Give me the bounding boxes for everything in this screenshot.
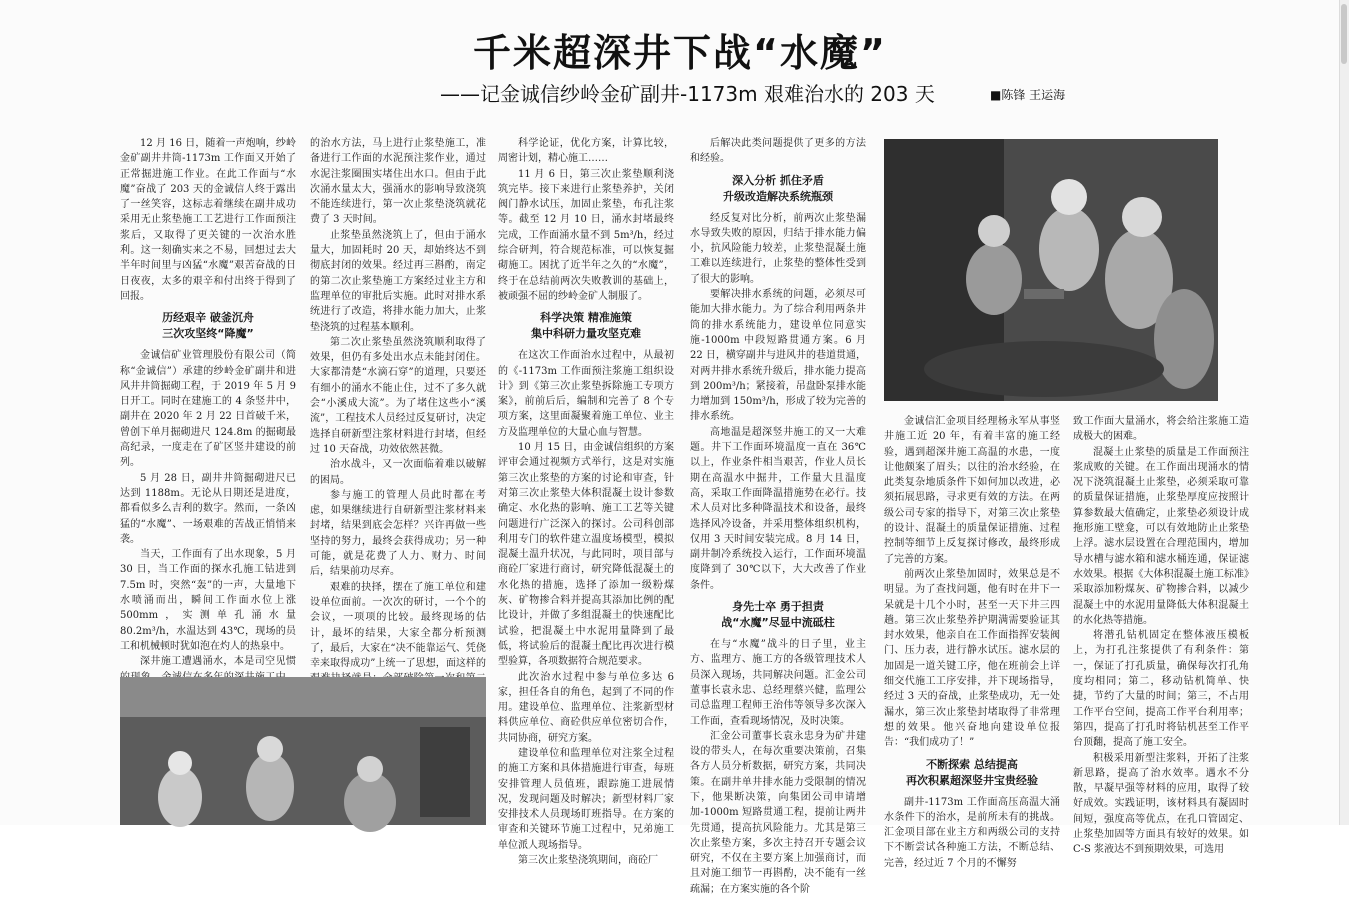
shaft-illustration xyxy=(120,677,486,825)
section-heading xyxy=(120,310,296,342)
shaft-construction-photo xyxy=(120,677,486,825)
paragraph: 11 月 6 日，第三次止浆垫顺利浇筑完毕。接下来进行止浆垫养护，关闭阀门静水试压，加固止浆垫，布孔注浆等。截至 12 月 10 日，涌水封堵最终完成，工作面涌水量不到 5m³/h，经过综合研判，符合规范标准，可以恢复掘砌施工。困扰了近半年之久的“水魔”，终于在总结前两次失败教训的基础上，被顽强不屈的纱岭金矿人制服了。 xyxy=(498,168,674,302)
paragraph: 深井施工遭遇涌水，本是司空见惯 xyxy=(140,656,296,668)
paragraph: 将潜孔钻机固定在整体液压模板上，为打孔注浆提供了有利条件：第一，保证了打孔质量，确保每次打孔角度均相同；第二，移动钻机简单、快捷，节约了大量的时间；第三，不占用工作平台空间，提高工作平台利用率；第四，提高了打孔时将钻机甚至工作平台顶翻，提高了施工安全。 xyxy=(1073,630,1249,749)
section-heading-line: 科学决策 精准施策 xyxy=(540,311,632,325)
section-heading xyxy=(690,173,866,205)
mine-workers-photo xyxy=(884,139,1218,401)
paragraph: 参与施工的管理人员此时都在考虑，如果继续进行自研新型注浆材料来封堵，结果到底会怎样？兴许再做一些坚持的努力，最终会获得成功；另一种可能，就是花费了人力、财力、时间后，结果前功尽弃。 xyxy=(310,489,486,578)
paragraph: 副井-1173m 工作面高压高温大涌水条件下的治水，是前所未有的挑战。汇金项目部在业主方和两级公司的支持下不断尝试各种施工方法，不断总结、完善，经过近 7 个月的不懈努 xyxy=(884,796,1060,869)
vertical-scrollbar[interactable] xyxy=(1339,0,1349,825)
section-heading-line: 再次积累超深竖井宝贵经验 xyxy=(906,773,1038,787)
paragraph: 第二次止浆垫虽然浇筑顺利取得了效果，但仍有多处出水点未能封闭住。大家都清楚“水滴石穿”的道理，只要还有细小的涌水不能止住，过不了多久就会“小溪成大流”。为了堵住这些小“溪流”，工程技术人员经过反复研讨，决定选择自研新型注浆材料进行封堵，但经过 10 天奋战，功效依然甚微。 xyxy=(310,336,486,455)
paragraph: 第三次止浆垫浇筑期间，商砼厂 xyxy=(518,855,658,867)
section-heading-line: 不断探索 总结提高 xyxy=(926,757,1018,771)
section-heading-line: 三次攻坚终“降魔” xyxy=(162,327,254,341)
paragraph: 艰难的抉择，摆在了施工单位和建设单位面前。一次次的研讨，一个个的会议，一项项的比较。最终现场的估计，最坏的结果，大家全都分析预测了，最后，大家在“决不能靠运气、凭侥幸来取得成功”上统一了思想，面这样的 xyxy=(310,581,486,670)
section-heading-line: 升级改造解决系统瓶颈 xyxy=(723,189,833,203)
text-column-3 xyxy=(498,136,674,867)
paragraph: 建设单位和监理单位对注浆全过程的施工方案和具体措施进行审查，每班安排管理人员值班，跟踪施工进展情况，发现问题及时解决；新型材料厂家安排技术人员现场盯班指导。在方案的审查和关键环节施工过程中，兄弟施工单位派人现场指导。 xyxy=(498,747,674,851)
paragraph: 在与“水魔”战斗的日子里，业主方、监理方、施工方的各级管理技术人员深入现场，共同解决问题。汇金公司董事长袁永忠、总经理蔡兴健，监理公司总监理工程师王治伟等领导多次深入工作面，查看现场情况，及时决策。 xyxy=(690,639,866,727)
paragraph: 积极采用新型注浆料，开拓了注浆新思路，提高了治水效率。遇水不分散，早凝早强等材料的应用，取得了较好成效。实践证明，该材料具有凝固时间短，强度高等优点，在孔口管固定、止浆垫加固等方面具有较好的效果。如 C-S 浆液达不到预期效果，可选用 xyxy=(1073,752,1249,856)
paragraph: 后解决此类问题提供了更多的方法和经验。 xyxy=(690,138,866,165)
paragraph: 科学论证，优化方案，计算比较，周密计划，精心施工…… xyxy=(498,138,674,165)
section-heading-line: 身先士卒 勇于担责 xyxy=(732,600,824,614)
article-subheadline: ——记金诚信纱岭金矿副井-1173m 艰难治水的 203 天 xyxy=(440,82,935,106)
text-column-5 xyxy=(884,414,1060,869)
paragraph: 致工作面大量涌水，将会给注浆施工造成极大的困难。 xyxy=(1073,416,1249,443)
paragraph: 混凝土止浆垫的质量是工作面预注浆成败的关键。在工作面出现涌水的情况下浇筑混凝土止浆垫，必须采取可靠的质量保证措施，止浆垫厚度应按照计算参数最大值确定，止浆垫必须设计成拖形施工壁龛，可以有效地防止止浆垫上浮。滤水层设置在合理范围内，增加导水槽与滤水箱和滤水桶连通，保证滤水效果。根据《大体积混凝土施工标准》采取添加粉煤灰、矿物掺合料，以减少混凝土中的水泥用量降低大体积混凝土的水化热等措施。 xyxy=(1073,446,1249,626)
paragraph: 的治水方法，马上进行止浆垫施工，准备进行工作面的水泥预注浆作业，通过水泥注浆圈围实堵住出水口。但由于此次涌水量太大，强涌水的影响导致浇筑不能连续进行，第一次止浆垫浇筑就花费了 3 天时间。 xyxy=(310,138,486,226)
paragraph: 当天，工作面有了出水现象，5 月 30 日，当工作面的探水孔施工钻进到 7.5m 时，突然“轰”的一声，大量地下水喷涌而出，瞬间工作面水位上涨 500mm，实测单孔涌水量 80.2m³/h，水温达到 43℃，现场的员工和机械顿时犹如泡在灼人的热泉中。 xyxy=(120,549,296,652)
section-heading xyxy=(498,310,674,342)
paragraph: 金诚信汇金项目经理杨永军从事竖井施工近 20 年，有着丰富的施工经验，遇到超深井施工高温的水患，一度让他颇案了眉头；以往的治水经验，在此类复杂地质条件下如何加以改进，必须拓展思路，寻求更有效的方法。在两级公司专家的指导下，对第三次止浆垫的设计、混凝土的质量保证措施、过程控制等细节上反复探讨修改，最终形成了完善的方案。 xyxy=(884,416,1060,565)
section-heading xyxy=(690,599,866,631)
paragraph: 前两次止浆垫加固时，效果总是不明显。为了查找问题，他有时在井下一呆就是十几个小时，甚至一天下井三四趟。第三次止浆垫养护期满需要验证其封水效果，他亲自在工作面指挥安装阀门、压力表，进行静水试压。滤水层的加固是一道关键工序，他在班前会上详细交代施工工序安排，并下现场指导，经过 3 天的奋战，止浆垫成功，无一处漏水，第三次止浆垫封堵取得了非常理想的效果。他兴奋地向建设单位报告：“我们成功了！” xyxy=(884,568,1060,749)
text-column-4 xyxy=(690,136,866,895)
section-heading-line: 历经艰辛 破釜沉舟 xyxy=(162,311,254,325)
paragraph: 12 月 16 日，随着一声炮响，纱岭金矿副井井筒-1173m 工作面又开始了正常掘进施工作业。在此工作面与“水魔”奋战了 203 天的金诚信人终于露出了一丝笑容，这标志着继续在副井成功采用无止浆垫施工工艺进行工作面预注浆后，又取得了更关键的一次治水胜利。这一刻确实来之不易，回想过去大半年时间里与凶猛“水魔”艰苦奋战的日日夜夜，太多的艰辛和付出终于得到了回报。 xyxy=(120,138,296,302)
section-heading-line: 集中科研力量攻坚克难 xyxy=(531,327,641,341)
section-heading-line: 战“水魔”尽显中流砥柱 xyxy=(721,616,835,630)
scrollbar-thumb[interactable] xyxy=(1341,4,1347,64)
paragraph: 汇金公司董事长袁永忠身为矿井建设的带头人，在每次重要决策前，召集各方人员分析数据，研究方案，共同决策。在副井单井排水能力受限制的情况下，他果断决策，向集团公司申请增加-1000m 短路贯通工程，提前让两井先贯通，提高抗风险能力。尤其是第三次止浆垫方案，多次主持召开专题会议研究，不仅在主要方案上加强商讨，而且对施工细节一再斟酌，决不能有一丝疏漏；在方案实施的各个阶 xyxy=(690,730,866,895)
section-heading-line: 深入分析 抓住矛盾 xyxy=(732,173,824,187)
paragraph: 此次治水过程中参与单位多达 6 家，担任各自的角色，起到了不同的作用。建设单位、监理单位、注浆新型材料供应单位、商砼供应单位密切合作，共同协商，研究方案。 xyxy=(498,671,674,744)
paragraph: 经反复对比分析，前两次止浆垫漏水导致失败的原因，归结于排水能力偏小，抗风险能力较差，止浆垫混凝土施工难以连续进行，止浆垫的整体性受到了很大的影响。 xyxy=(690,212,866,285)
paragraph: 在这次工作面治水过程中，从最初的《-1173m 工作面预注浆施工组织设计》到《第三次止浆垫拆除施工专项方案》，前前后后，编制和完善了 8 个专项方案，这里面凝聚着施工单位、业主方及监理单位的大量心血与智慧。 xyxy=(498,350,674,438)
section-heading xyxy=(884,757,1060,789)
paragraph: 治水战斗，又一次面临着难以破解的困局。 xyxy=(310,459,486,486)
text-column-1 xyxy=(120,136,296,670)
text-column-6 xyxy=(1073,414,1249,856)
paragraph: 高地温是超深竖井施工的又一大难题。井下工作面环境温度一直在 36℃以上，作业条件相当艰苦，作业人员长期在高温水中掘井，工作量大且温度高，采取工作面降温措施势在必行。技术人员对比多种降温技术和设备，最终选择风冷设备，并采用整体组织机构，仅用 3 天时间安装完成。8 月 14 日，副井制冷系统投入运行，工作面环境温度降到了 30℃以下，大大改善了作业条件。 xyxy=(690,426,866,591)
paragraph: 止浆垫虽然浇筑上了，但由于涌水量大，加固耗时 20 天，却始终达不到彻底封闭的效果。经过再三斟酌，南定的第二次止浆垫施工方案经过业主方和监理单位的审批后实施。此时对排水系统进行了改造，将排水能力加大，止浆垫浇筑的过程基本顺利。 xyxy=(310,229,486,333)
article-headline: 千米超深井下战“水魔” xyxy=(473,31,887,75)
paragraph: 5 月 28 日，副井井筒掘砌进尺已达到 1188m。无论从日期还是进度，都看似多么吉利的数字。然而，一条凶猛的“水魔”、一场艰难的苦战正悄悄来袭。 xyxy=(120,472,296,545)
paragraph: 要解决排水系统的问题，必须尽可能加大排水能力。为了综合利用两条井筒的排水系统能力，建设单位同意实施-1000m 中段短路贯通方案。6 月 22 日，横穿副井与进风井的巷道贯通，对两井排水系统升级后，排水能力提高到 200m³/h；紧接着，吊盘卧泵排水能力增加到 150m³/h，形成了较为完善的排水系统。 xyxy=(690,289,866,423)
article-byline: ■陈锋 王运海 xyxy=(990,88,1066,102)
workers-illustration xyxy=(884,139,1218,401)
text-column-2 xyxy=(310,136,486,670)
paragraph: 10 月 15 日，由金诚信组织的方案评审会通过视频方式举行，这是对实施第三次止浆垫的方案的讨论和审查，针对第三次止浆垫大体积混凝土设计参数确定、水化热的影响、施工工艺等关键问题进行广泛深入的探讨。公司科创部利用专门的软件建立温度场模型，模拟混凝土温升状况，与此同时，项目部与商砼厂家进行商讨，研究降低混凝土的水化热的措施，选择了添加一级粉煤灰、矿物掺合料并提高其添加比例的配比设计，并做了多组混凝土的快速配比试验，把混凝土中水泥用量降到了最低，将试验后的混凝土配比再次进行模型验算，各项数据符合规范要求。 xyxy=(498,442,674,668)
paragraph: 金诚信矿业管理股份有限公司（简称“金诚信”）承建的纱岭金矿副井和进风井井筒掘砌工程，于 2019 年 5 月 9 日开工。同时在建施工的 4 条竖井中，副井在 2020 年 2 月 22 日首破千米，曾创下单月掘砌进尺 124.8m 的掘砌最高纪录，一度走在了矿区竖井建设的前列。 xyxy=(120,350,296,469)
